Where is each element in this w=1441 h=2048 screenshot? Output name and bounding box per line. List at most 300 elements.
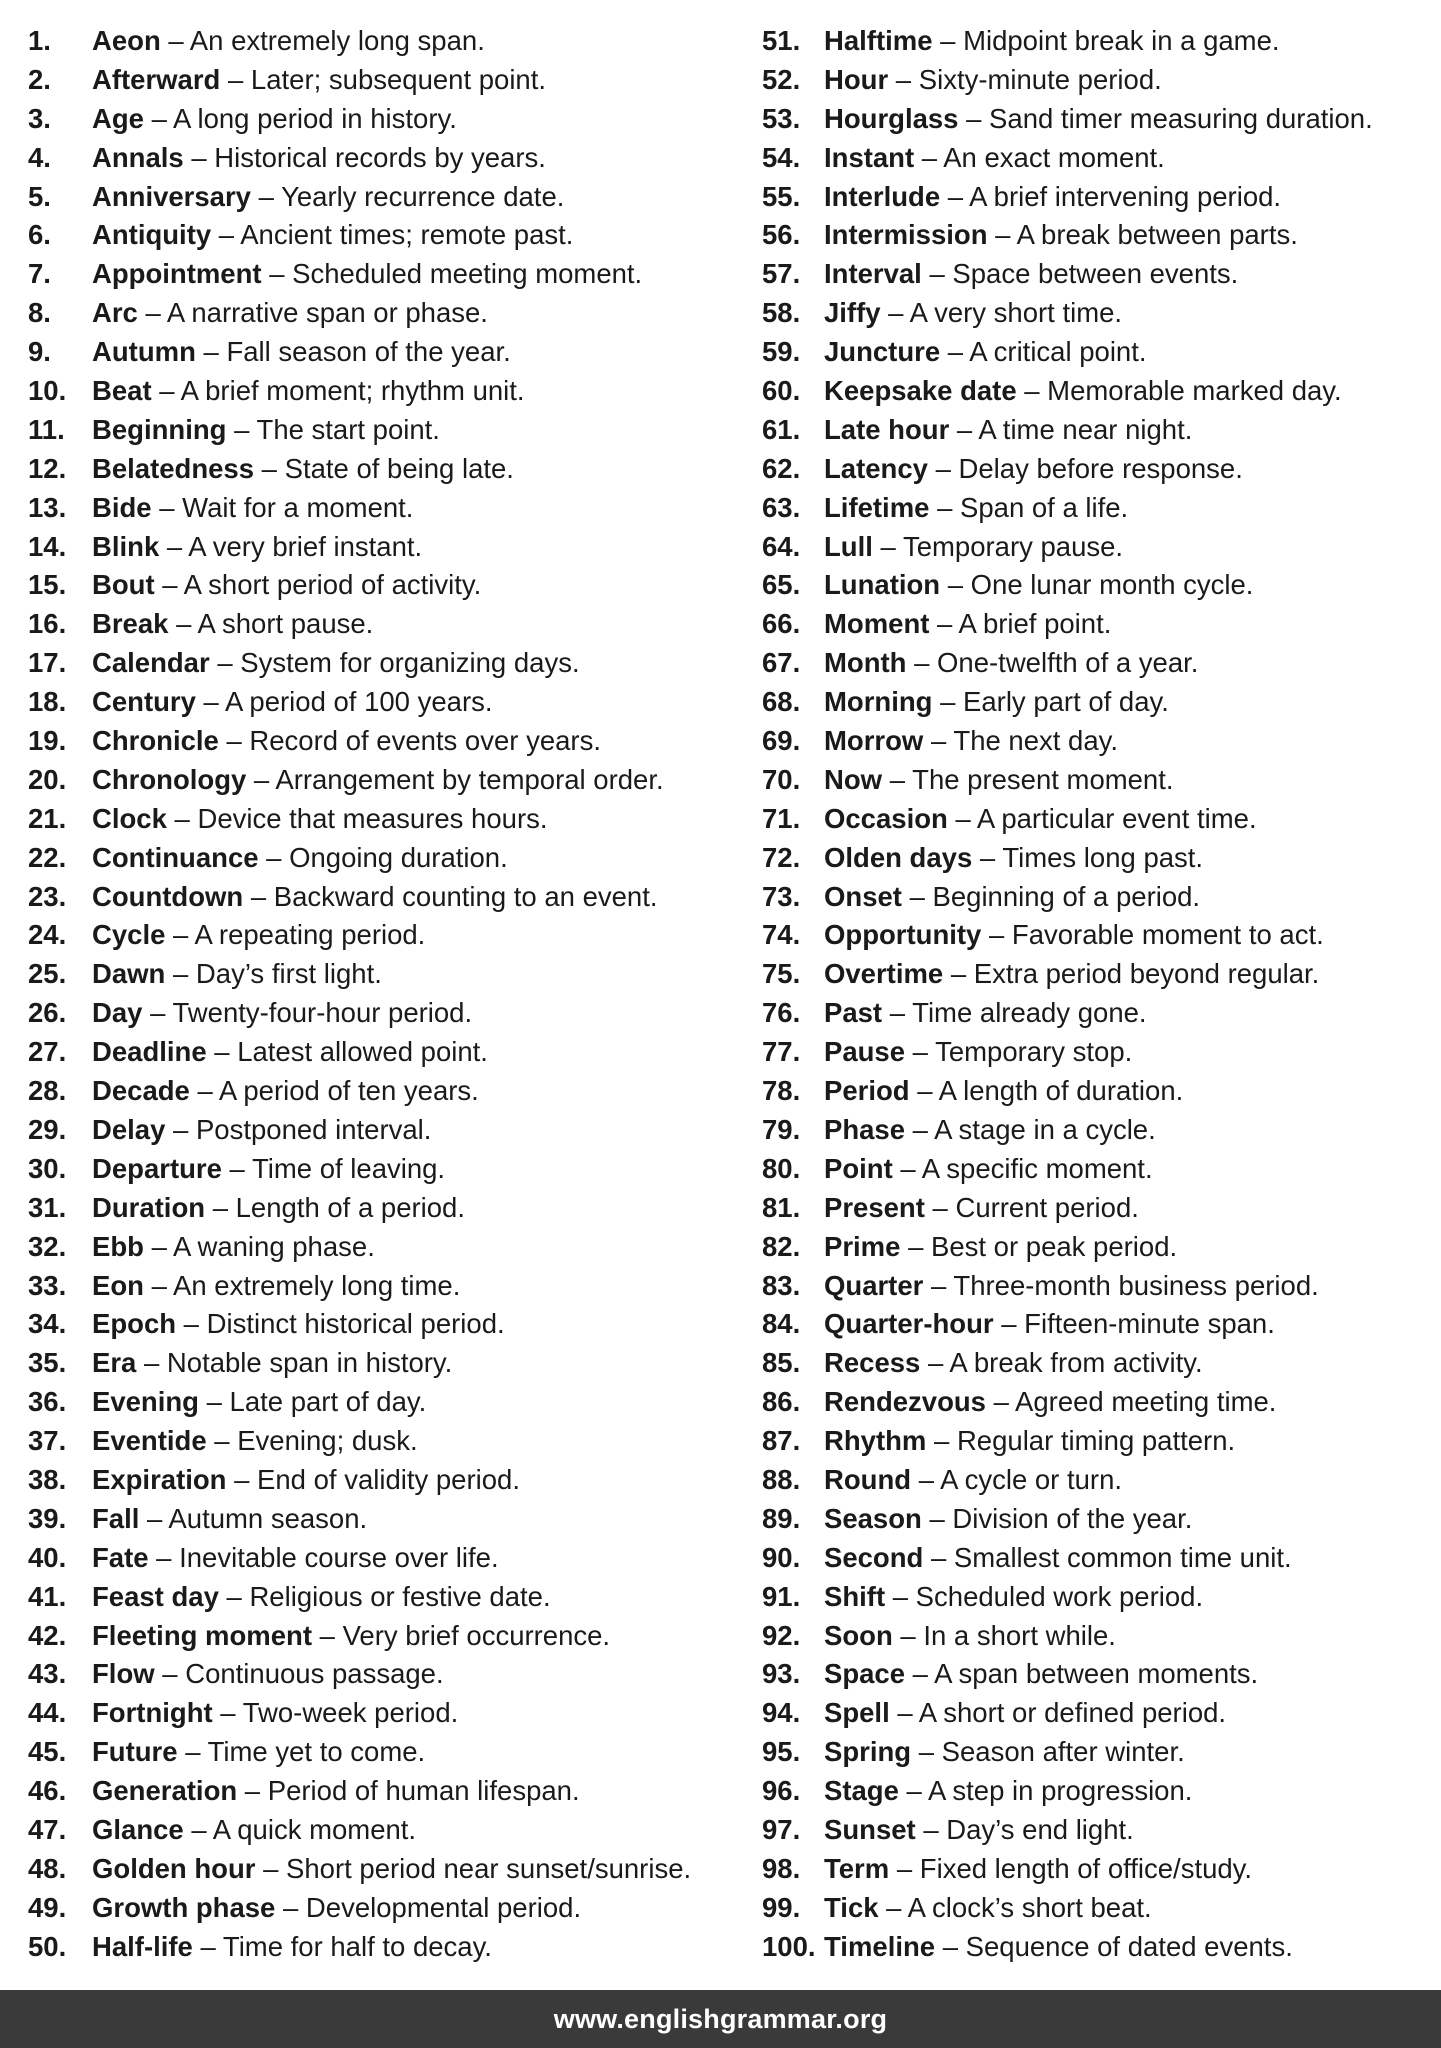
item-text (92, 528, 422, 567)
item-term: Morrow (824, 725, 924, 757)
list-item (762, 566, 1441, 605)
item-term: Soon (824, 1619, 893, 1651)
list-item (28, 1889, 728, 1928)
item-number: 37. (28, 1425, 67, 1457)
list-item (762, 1461, 1441, 1500)
item-definition: – Very brief occurrence. (312, 1619, 611, 1651)
item-text (92, 372, 525, 411)
list-item (28, 1772, 728, 1811)
item-text (92, 216, 573, 255)
item-number: 42. (28, 1619, 67, 1651)
item-term: Fortnight (92, 1697, 213, 1729)
item-text (824, 1189, 1139, 1228)
item-definition: – Notable span in history. (136, 1347, 453, 1379)
item-term: Continuance (92, 841, 259, 873)
list-item (28, 1617, 728, 1656)
item-definition: – Backward counting to an event. (243, 880, 658, 912)
item-number: 58. (762, 297, 801, 329)
item-text (92, 1617, 610, 1656)
item-term: Day (92, 997, 143, 1029)
item-term: Departure (92, 1152, 222, 1184)
list-item (762, 528, 1441, 567)
item-term: Morning (824, 686, 933, 718)
item-definition: – Wait for a moment. (151, 491, 414, 523)
item-text (92, 916, 425, 955)
item-definition: – Memorable marked day. (1016, 375, 1342, 407)
list-item (762, 22, 1441, 61)
item-term: Point (824, 1152, 893, 1184)
item-number: 41. (28, 1580, 67, 1612)
item-number: 77. (762, 1036, 801, 1068)
list-item (28, 1733, 728, 1772)
item-text (824, 1694, 1226, 1733)
item-number: 66. (762, 608, 801, 640)
item-definition: – Period of human lifespan. (237, 1775, 580, 1807)
item-term: Calendar (92, 647, 210, 679)
item-definition: – Later; subsequent point. (220, 63, 547, 95)
item-definition: – Time already gone. (882, 997, 1147, 1029)
list-item (28, 61, 728, 100)
item-term: Tick (824, 1891, 879, 1923)
item-number: 30. (28, 1152, 67, 1184)
item-number: 17. (28, 647, 67, 679)
item-text (824, 22, 1280, 61)
item-text (824, 139, 1165, 178)
item-term: Sunset (824, 1813, 916, 1845)
item-number: 96. (762, 1775, 801, 1807)
item-term: Past (824, 997, 883, 1029)
item-number: 44. (28, 1697, 67, 1729)
list-item (28, 683, 728, 722)
list-item (762, 1033, 1441, 1072)
item-number: 76. (762, 997, 801, 1029)
item-definition: – A cycle or turn. (911, 1463, 1122, 1495)
item-term: Annals (92, 141, 184, 173)
item-text (92, 22, 485, 61)
item-text (92, 178, 564, 217)
item-term: Intermission (824, 219, 988, 251)
list-item (28, 333, 728, 372)
item-term: Prime (824, 1230, 901, 1262)
item-text (824, 878, 1200, 917)
item-term: Break (92, 608, 169, 640)
list-item (28, 605, 728, 644)
item-text (92, 1772, 580, 1811)
item-term: Chronicle (92, 725, 219, 757)
item-number: 63. (762, 491, 801, 523)
item-number: 23. (28, 880, 67, 912)
item-term: Hourglass (824, 102, 959, 134)
item-text (824, 1889, 1152, 1928)
item-term: Hour (824, 63, 889, 95)
item-number: 14. (28, 530, 67, 562)
item-definition: – A break from activity. (920, 1347, 1203, 1379)
list-item (762, 1578, 1441, 1617)
item-text (824, 722, 1118, 761)
item-number: 78. (762, 1075, 801, 1107)
item-definition: – An extremely long time. (143, 1269, 461, 1301)
item-number: 55. (762, 180, 801, 212)
item-number: 15. (28, 569, 67, 601)
item-definition: – Regular timing pattern. (926, 1425, 1236, 1457)
item-number: 64. (762, 530, 801, 562)
list-item (28, 1850, 728, 1889)
item-number: 34. (28, 1308, 67, 1340)
left-column (28, 22, 728, 1967)
item-text (92, 878, 658, 917)
list-item (762, 178, 1441, 217)
item-number: 24. (28, 919, 67, 951)
item-definition: – Historical records by years. (183, 141, 546, 173)
item-definition: – Temporary stop. (905, 1036, 1133, 1068)
item-definition: – Latest allowed point. (206, 1036, 488, 1068)
list-item (28, 1072, 728, 1111)
list-item (762, 1733, 1441, 1772)
item-number: 75. (762, 958, 801, 990)
item-text (92, 722, 601, 761)
item-text (824, 333, 1147, 372)
item-term: Countdown (92, 880, 244, 912)
item-number: 49. (28, 1891, 67, 1923)
item-number: 54. (762, 141, 801, 173)
item-number: 51. (762, 25, 801, 56)
item-definition: – The start point. (226, 413, 440, 445)
item-term: Generation (92, 1775, 238, 1807)
item-definition: – A short or defined period. (889, 1697, 1227, 1729)
item-definition: – Autumn season. (139, 1502, 368, 1534)
list-item (762, 294, 1441, 333)
item-text (92, 1305, 505, 1344)
list-item (762, 761, 1441, 800)
item-term: Juncture (824, 336, 941, 368)
item-term: Fleeting moment (92, 1619, 313, 1651)
item-number: 85. (762, 1347, 801, 1379)
item-text (824, 1033, 1132, 1072)
list-item (28, 294, 728, 333)
item-number: 56. (762, 219, 801, 251)
list-item (762, 722, 1441, 761)
item-text (824, 683, 1169, 722)
list-item (762, 605, 1441, 644)
item-number: 68. (762, 686, 801, 718)
item-number: 6. (28, 219, 51, 251)
item-definition: – A short pause. (168, 608, 374, 640)
item-definition: – The next day. (923, 725, 1118, 757)
item-definition: – A specific moment. (892, 1152, 1153, 1184)
item-term: Jiffy (824, 297, 881, 329)
item-text (92, 333, 511, 372)
item-text (824, 1772, 1192, 1811)
item-term: Aeon (92, 25, 161, 56)
list-item (762, 1111, 1441, 1150)
item-term: Expiration (92, 1463, 227, 1495)
item-definition: – A critical point. (940, 336, 1147, 368)
item-term: Feast day (92, 1580, 219, 1612)
item-number: 50. (28, 1930, 67, 1962)
item-text (92, 1811, 416, 1850)
list-item (28, 489, 728, 528)
item-number: 33. (28, 1269, 67, 1301)
list-item (28, 139, 728, 178)
item-number: 20. (28, 763, 67, 795)
list-item (762, 955, 1441, 994)
item-number: 18. (28, 686, 67, 718)
item-definition: – Sixty-minute period. (888, 63, 1162, 95)
list-item (28, 839, 728, 878)
item-term: Anniversary (92, 180, 251, 212)
list-item (762, 1383, 1441, 1422)
item-term: Spring (824, 1736, 912, 1768)
item-term: Chronology (92, 763, 247, 795)
item-text (824, 1617, 1116, 1656)
item-term: Recess (824, 1347, 921, 1379)
item-text (824, 1228, 1177, 1267)
item-term: Spell (824, 1697, 890, 1729)
item-definition: – Inevitable course over life. (148, 1541, 499, 1573)
item-definition: – Space between events. (921, 258, 1239, 290)
item-definition: – Fifteen-minute span. (993, 1308, 1275, 1340)
item-definition: – A span between moments. (905, 1658, 1259, 1690)
item-text (824, 566, 1253, 605)
item-number: 48. (28, 1852, 67, 1884)
item-definition: – Agreed meeting time. (985, 1386, 1277, 1418)
item-definition: – One lunar month cycle. (940, 569, 1254, 601)
item-term: Latency (824, 452, 928, 484)
item-term: Antiquity (92, 219, 212, 251)
item-term: Present (824, 1191, 925, 1223)
item-text (824, 1344, 1203, 1383)
item-definition: – System for organizing days. (209, 647, 580, 679)
item-text (92, 1189, 465, 1228)
list-item (28, 1189, 728, 1228)
item-text (92, 1344, 452, 1383)
item-term: Rhythm (824, 1425, 927, 1457)
item-number: 8. (28, 297, 51, 329)
list-item (28, 1344, 728, 1383)
list-item (762, 1422, 1441, 1461)
item-term: Growth phase (92, 1891, 276, 1923)
item-term: Era (92, 1347, 137, 1379)
item-text (92, 800, 548, 839)
item-term: Century (92, 686, 196, 718)
item-definition: – Developmental period. (275, 1891, 582, 1923)
item-term: Round (824, 1463, 912, 1495)
list-item (762, 878, 1441, 917)
item-definition: – Sequence of dated events. (935, 1930, 1293, 1962)
item-definition: – Day’s first light. (165, 958, 382, 990)
item-text (92, 1539, 499, 1578)
item-number: 45. (28, 1736, 67, 1768)
item-text (92, 683, 493, 722)
item-definition: – A time near night. (949, 413, 1193, 445)
list-item (762, 1694, 1441, 1733)
item-text (92, 255, 642, 294)
item-number: 32. (28, 1230, 67, 1262)
item-term: Blink (92, 530, 160, 562)
list-item (762, 1811, 1441, 1850)
item-number: 43. (28, 1658, 67, 1690)
item-number: 69. (762, 725, 801, 757)
item-term: Space (824, 1658, 906, 1690)
list-item (28, 916, 728, 955)
item-definition: – A brief intervening period. (940, 180, 1282, 212)
list-item (762, 1267, 1441, 1306)
item-definition: – Length of a period. (205, 1191, 465, 1223)
list-item (762, 1850, 1441, 1889)
list-item (762, 1500, 1441, 1539)
item-number: 62. (762, 452, 801, 484)
item-number: 22. (28, 841, 67, 873)
item-number: 74. (762, 919, 801, 951)
item-number: 73. (762, 880, 801, 912)
item-number: 100. (762, 1930, 816, 1962)
item-text (92, 1928, 492, 1967)
item-term: Ebb (92, 1230, 144, 1262)
item-definition: – Best or peak period. (900, 1230, 1178, 1262)
item-text (92, 644, 580, 683)
item-term: Period (824, 1075, 910, 1107)
item-text (92, 1228, 375, 1267)
item-number: 97. (762, 1813, 801, 1845)
item-number: 92. (762, 1619, 801, 1651)
item-definition: – Evening; dusk. (206, 1425, 418, 1457)
item-text (92, 1461, 520, 1500)
item-term: Eventide (92, 1425, 207, 1457)
item-term: Lunation (824, 569, 941, 601)
item-text (92, 1694, 458, 1733)
list-item (28, 955, 728, 994)
list-item (28, 450, 728, 489)
item-text (824, 489, 1128, 528)
item-definition: – A break between parts. (987, 219, 1298, 251)
item-term: Epoch (92, 1308, 177, 1340)
list-item (28, 1422, 728, 1461)
list-item (28, 411, 728, 450)
item-term: Shift (824, 1580, 886, 1612)
item-definition: – Arrangement by temporal order. (246, 763, 664, 795)
item-number: 95. (762, 1736, 801, 1768)
item-number: 5. (28, 180, 51, 212)
item-number: 59. (762, 336, 801, 368)
item-term: Fate (92, 1541, 149, 1573)
list-item (762, 1655, 1441, 1694)
list-item (28, 1111, 728, 1150)
item-definition: – A very short time. (880, 297, 1123, 329)
list-item (762, 333, 1441, 372)
item-definition: – Time of leaving. (221, 1152, 446, 1184)
item-number: 89. (762, 1502, 801, 1534)
item-text (92, 1383, 426, 1422)
item-definition: – A long period in history. (143, 102, 457, 134)
item-definition: – A clock’s short beat. (878, 1891, 1152, 1923)
item-text (824, 1655, 1258, 1694)
list-item (762, 1305, 1441, 1344)
list-item (28, 1150, 728, 1189)
item-definition: – A waning phase. (143, 1230, 375, 1262)
item-term: Deadline (92, 1036, 207, 1068)
list-item (28, 1928, 728, 1967)
item-definition: – Time for half to decay. (192, 1930, 492, 1962)
list-item (28, 878, 728, 917)
item-number: 29. (28, 1113, 67, 1145)
item-definition: – Ancient times; remote past. (211, 219, 574, 251)
item-number: 79. (762, 1113, 801, 1145)
item-term: Term (824, 1852, 890, 1884)
item-number: 52. (762, 63, 801, 95)
item-term: Duration (92, 1191, 206, 1223)
list-item (28, 761, 728, 800)
item-definition: – One-twelfth of a year. (906, 647, 1199, 679)
item-definition: – Sand timer measuring duration. (958, 102, 1373, 134)
list-item (28, 1305, 728, 1344)
item-number: 94. (762, 1697, 801, 1729)
list-item (28, 528, 728, 567)
item-definition: – Scheduled work period. (885, 1580, 1204, 1612)
item-text (92, 1111, 431, 1150)
item-term: Fall (92, 1502, 140, 1534)
item-number: 12. (28, 452, 67, 484)
item-term: Lifetime (824, 491, 930, 523)
item-term: Beat (92, 375, 152, 407)
item-definition: – Scheduled meeting moment. (261, 258, 643, 290)
item-number: 53. (762, 102, 801, 134)
item-text (824, 178, 1281, 217)
item-text (824, 994, 1147, 1033)
item-definition: – A repeating period. (165, 919, 426, 951)
item-number: 13. (28, 491, 67, 523)
list-item (28, 800, 728, 839)
item-text (824, 1422, 1235, 1461)
item-definition: – A brief moment; rhythm unit. (151, 375, 525, 407)
item-term: Autumn (92, 336, 196, 368)
item-number: 35. (28, 1347, 67, 1379)
item-definition: – Day’s end light. (915, 1813, 1134, 1845)
item-definition: – Fixed length of office/study. (889, 1852, 1253, 1884)
item-text (92, 566, 481, 605)
item-definition: – Current period. (924, 1191, 1139, 1223)
item-text (824, 528, 1123, 567)
list-item (762, 1928, 1441, 1967)
item-term: Quarter-hour (824, 1308, 994, 1340)
item-term: Opportunity (824, 919, 982, 951)
item-text (824, 372, 1342, 411)
item-number: 57. (762, 258, 801, 290)
item-number: 39. (28, 1502, 67, 1534)
item-text (824, 1072, 1183, 1111)
item-text (824, 761, 1174, 800)
item-text (824, 100, 1373, 139)
list-item (28, 1033, 728, 1072)
item-number: 70. (762, 763, 801, 795)
list-item (28, 216, 728, 255)
item-number: 93. (762, 1658, 801, 1690)
item-number: 7. (28, 258, 51, 290)
list-item (762, 800, 1441, 839)
item-text (824, 1539, 1292, 1578)
item-term: Phase (824, 1113, 906, 1145)
item-number: 72. (762, 841, 801, 873)
item-definition: – Division of the year. (921, 1502, 1193, 1534)
list-item (762, 216, 1441, 255)
item-text (92, 1422, 418, 1461)
item-term: Olden days (824, 841, 973, 873)
item-number: 26. (28, 997, 67, 1029)
item-text (824, 450, 1243, 489)
list-item (762, 1617, 1441, 1656)
item-text (92, 1033, 488, 1072)
item-definition: – A very brief instant. (159, 530, 423, 562)
item-term: Eon (92, 1269, 144, 1301)
